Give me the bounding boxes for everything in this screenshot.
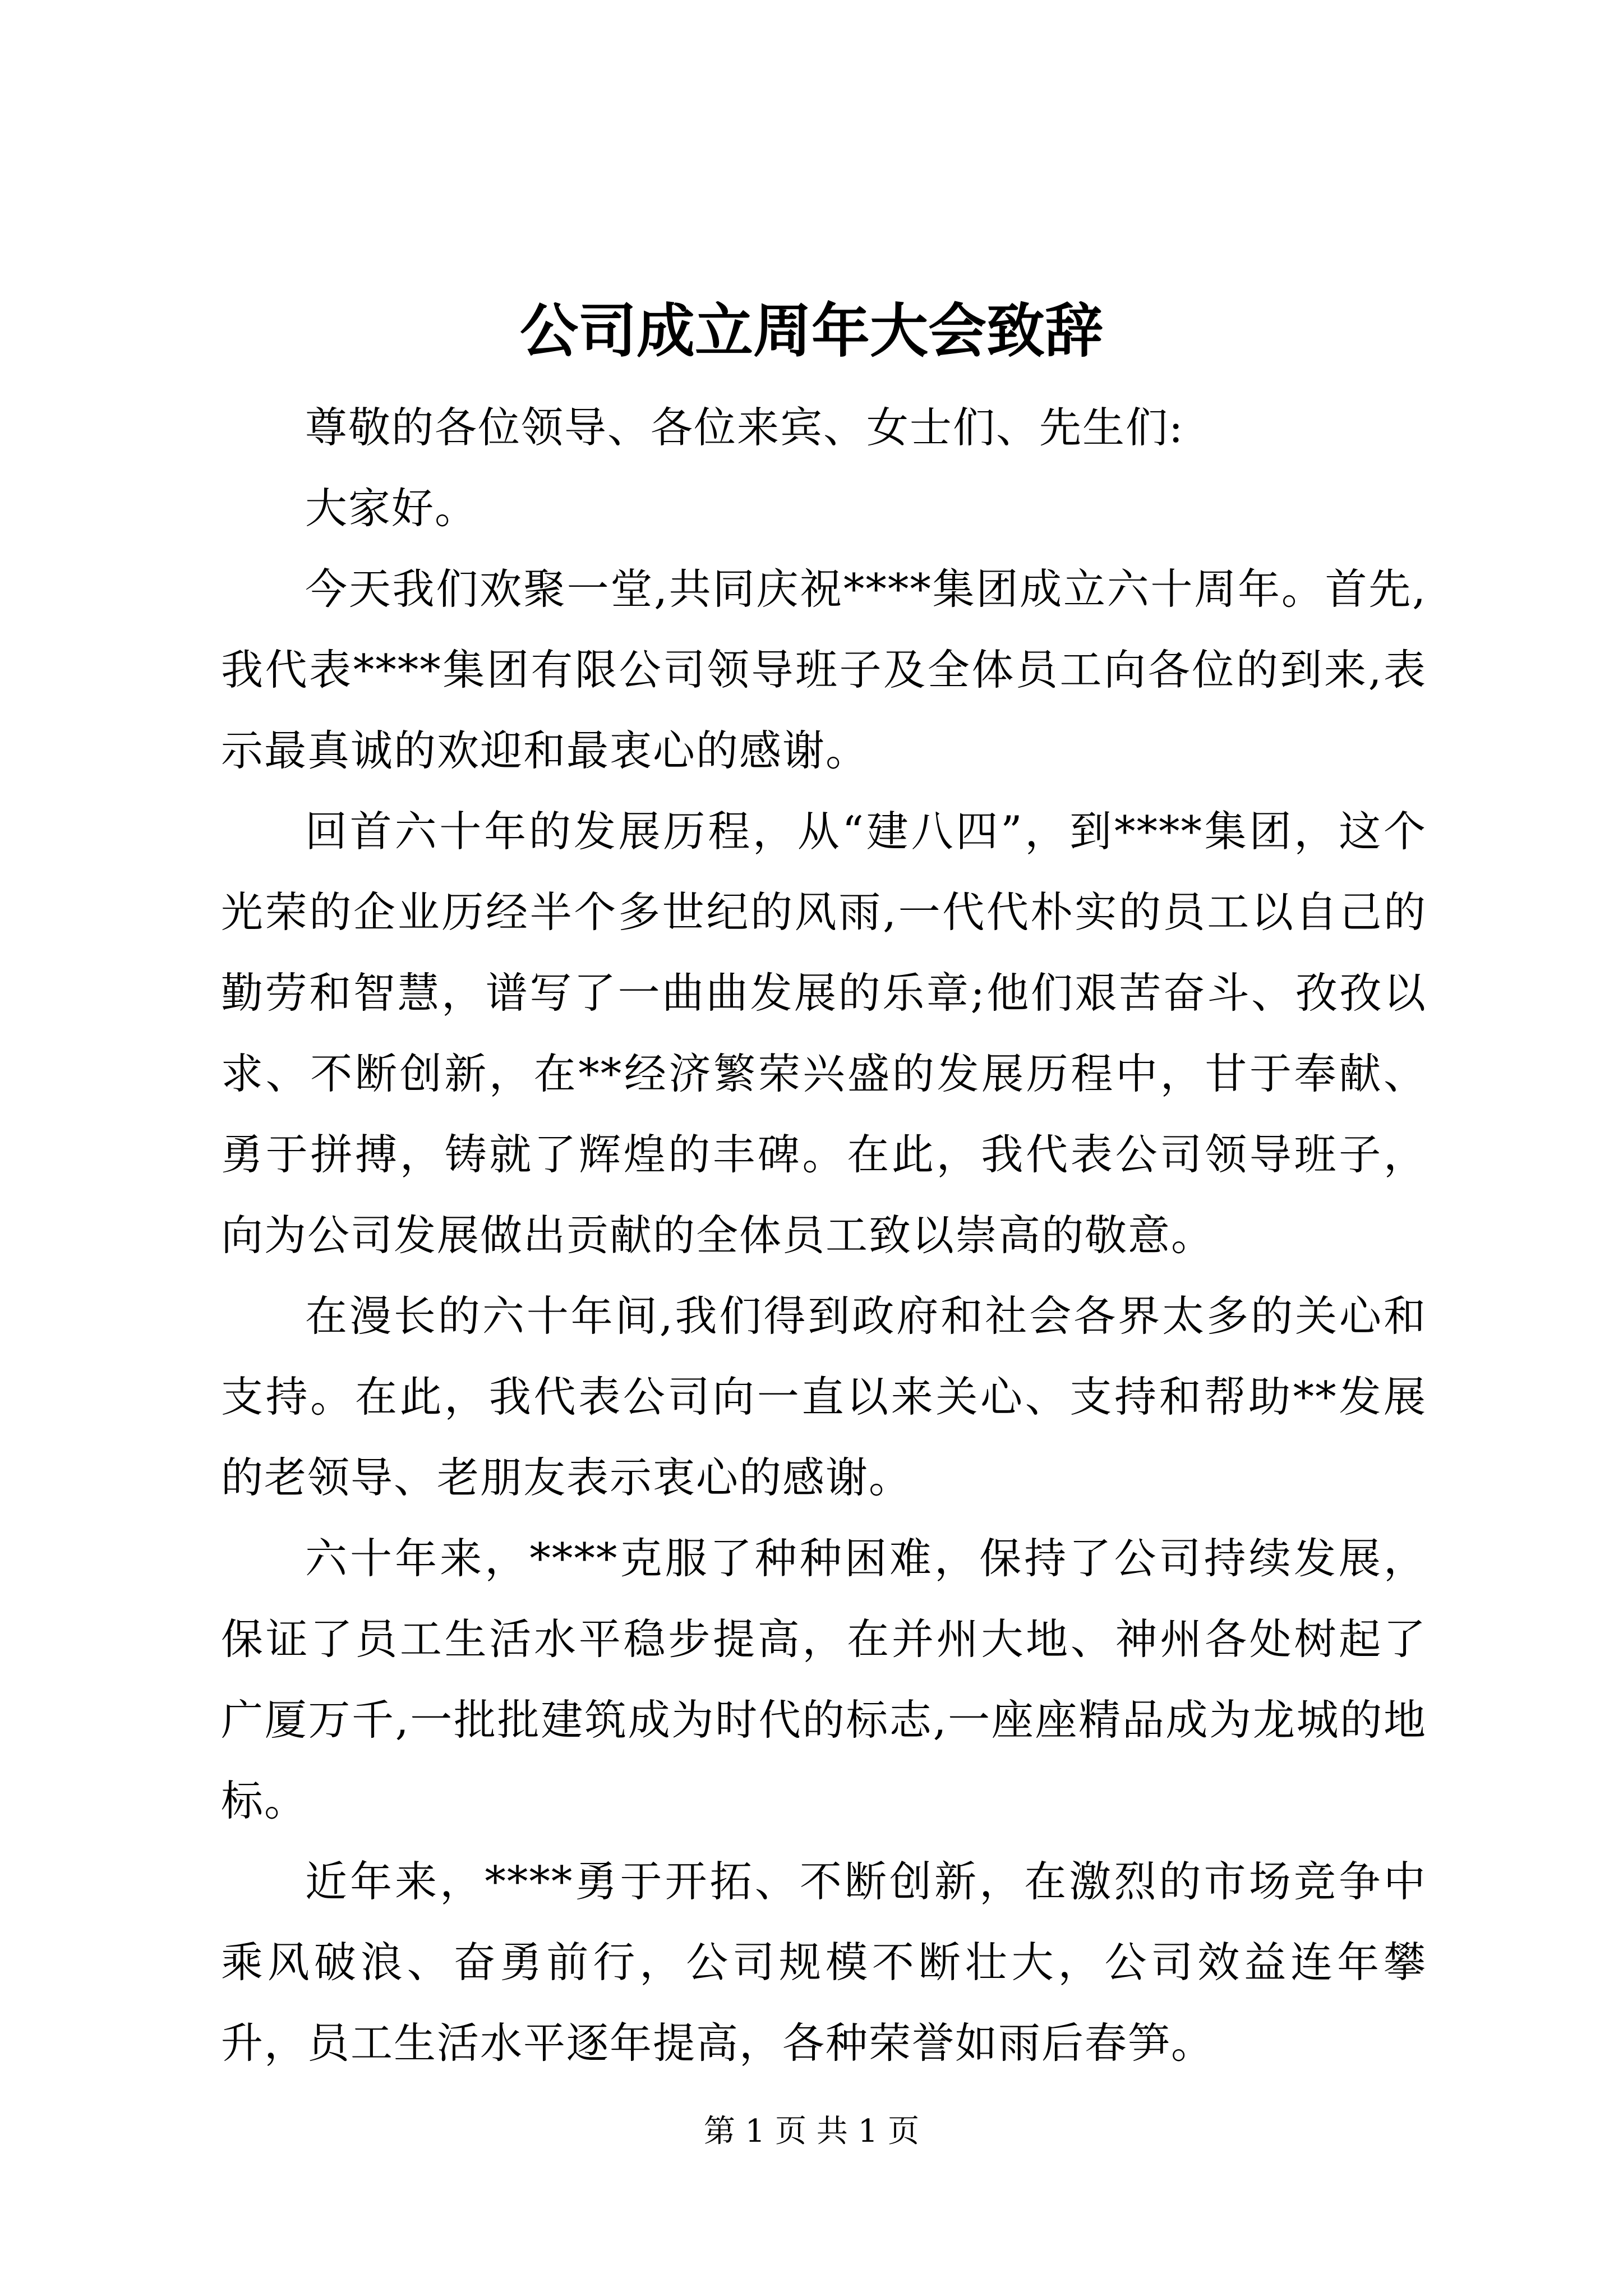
paragraph-achievements: 六十年来，****克服了种种困难，保持了公司持续发展，保证了员工生活水平稳步提高，在并州大地、神州各处树起了广厦万千,一批批建筑成为时代的标志,一座座精品成为龙城的地标。 bbox=[221, 1534, 1427, 1825]
page-number-footer: 第 1 页 共 1 页 bbox=[703, 2113, 920, 2150]
document-title: 公司成立周年大会致辞 bbox=[519, 296, 1103, 365]
paragraph-thanks: 在漫长的六十年间,我们得到政府和社会各界太多的关心和支持。在此，我代表公司向一直以来关心、支持和帮助**发展的老领导、老朋友表示衷心的感谢。 bbox=[221, 1291, 1427, 1502]
paragraph-welcome: 今天我们欢聚一堂,共同庆祝****集团成立六十周年。首先,我代表****集团有限公司领导班子及全体员工向各位的到来,表示最真诚的欢迎和最衷心的感谢。 bbox=[221, 564, 1427, 775]
paragraph-recent-years: 近年来，****勇于开拓、不断创新，在激烈的市场竞争中乘风破浪、奋勇前行，公司规模不断壮大，公司效益连年攀升，员工生活水平逐年提高，各种荣誉如雨后春笋。 bbox=[221, 1857, 1427, 2068]
paragraph-greeting: 大家好。 bbox=[305, 484, 478, 533]
paragraph-salutation: 尊敬的各位领导、各位来宾、女士们、先生们: bbox=[305, 403, 1184, 452]
document-body bbox=[221, 387, 1427, 2083]
paragraph-history: 回首六十年的发展历程，从“建八四”，到****集团，这个光荣的企业历经半个多世纪的风雨,一代代朴实的员工以自己的勤劳和智慧，谱写了一曲曲发展的乐章;他们艰苦奋斗、孜孜以求、不断创新，在**经济繁荣兴盛的发展历程中，甘于奉献、勇于拼搏，铸就了辉煌的丰碑。在此，我代表公司领导班子，向为公司发展做出贡献的全体员工致以崇高的敬意。 bbox=[221, 807, 1427, 1260]
